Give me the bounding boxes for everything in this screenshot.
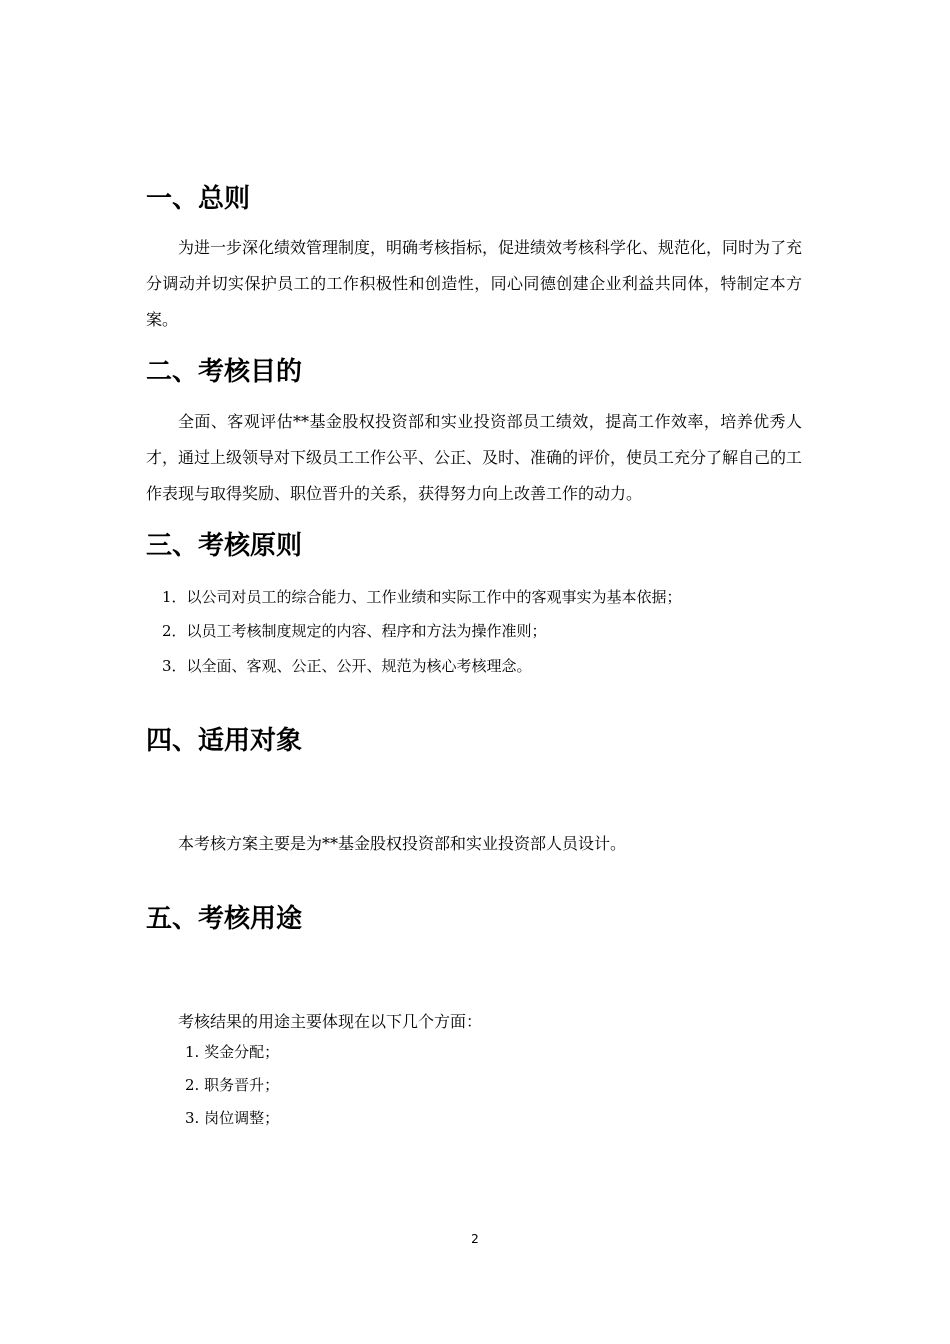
section-heading-principles: 三、考核原则 [146, 531, 303, 561]
scope-text: 本考核方案主要是为**基金股权投资部和实业投资部人员设计。 [178, 834, 627, 853]
usage-item: 1. 奖金分配； [185, 1043, 280, 1061]
usage-item: 2. 职务晋升； [185, 1076, 280, 1094]
section-heading-usage: 五、考核用途 [146, 904, 303, 934]
section-heading-purpose: 二、考核目的 [146, 357, 303, 387]
principle-item: 2．以员工考核制度规定的内容、程序和方法为操作准则； [162, 622, 547, 640]
section-heading-general: 一、总则 [146, 184, 251, 214]
section-paragraph-purpose: 全面、客观评估**基金股权投资部和实业投资部员工绩效，提高工作效率，培养优秀人才，通过上级领导对下级员工工作公平、公正、及时、准确的评价，使员工充分了解自己的工作表现与取得奖励、职位晋升的关系，获得努力向上改善工作的动力。 [146, 412, 803, 503]
principle-item: 1．以公司对员工的综合能力、工作业绩和实际工作中的客观事实为基本依据； [162, 588, 682, 606]
principle-item: 3．以全面、客观、公正、公开、规范为核心考核理念。 [162, 657, 532, 675]
page-number: 2 [471, 1232, 479, 1246]
usage-item: 3. 岗位调整； [185, 1109, 280, 1127]
section-paragraph-general: 为进一步深化绩效管理制度，明确考核指标，促进绩效考核科学化、规范化，同时为了充分调动并切实保护员工的工作积极性和创造性，同心同德创建企业利益共同体，特制定本方案。 [146, 238, 803, 329]
usage-intro: 考核结果的用途主要体现在以下几个方面： [178, 1012, 483, 1031]
section-heading-scope: 四、适用对象 [146, 726, 303, 756]
